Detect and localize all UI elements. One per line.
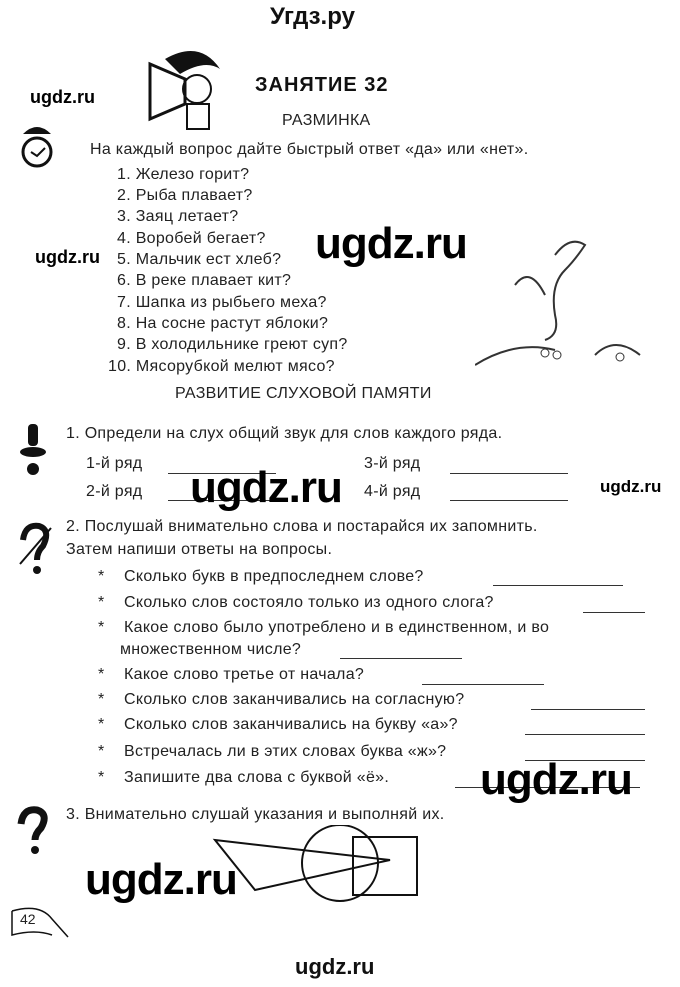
task2-text: Затем напиши ответы на вопросы.	[66, 541, 333, 558]
row-label: 3-й ряд	[364, 455, 421, 472]
question-item: 6. В реке плавает кит?	[117, 272, 292, 289]
bullet-mark: *	[98, 743, 105, 760]
page-number-flag-icon	[10, 905, 70, 940]
question-item: 9. В холодильнике греют суп?	[117, 336, 348, 353]
site-footer: ugdz.ru	[295, 954, 375, 979]
bullet-question: Сколько слов состояло только из одного слога?	[124, 594, 494, 611]
page-number: 42	[20, 911, 36, 927]
bullet-mark: *	[98, 769, 105, 786]
warmup-instruction: На каждый вопрос дайте быстрый ответ «да» или «нет».	[90, 141, 529, 158]
watermark: ugdz.ru	[190, 463, 342, 512]
boy-with-horn-illustration	[145, 44, 235, 134]
bullet-question: Встречалась ли в этих словах буква «ж»?	[124, 743, 447, 760]
question-item: 1. Железо горит?	[117, 166, 250, 183]
exclamation-icon	[18, 422, 48, 477]
answer-line[interactable]	[493, 585, 623, 586]
question-item: 7. Шапка из рыбьего меха?	[117, 294, 327, 311]
bullet-question: Какое слово третье от начала?	[124, 666, 365, 683]
answer-line[interactable]	[525, 734, 645, 735]
watermark: ugdz.ru	[480, 755, 632, 804]
bullet-mark: *	[98, 666, 105, 683]
answer-line[interactable]	[450, 500, 568, 501]
memory-title: РАЗВИТИЕ СЛУХОВОЙ ПАМЯТИ	[175, 385, 432, 402]
bullet-question: Сколько букв в предпоследнем слове?	[124, 568, 424, 585]
watermark: ugdz.ru	[35, 247, 100, 267]
bullet-question: Какое слово было употреблено и в единственном, и во	[124, 619, 550, 636]
question-item: 5. Мальчик ест хлеб?	[117, 251, 282, 268]
watermark: ugdz.ru	[600, 477, 662, 496]
row-label: 1-й ряд	[86, 455, 143, 472]
question-item: 8. На сосне растут яблоки?	[117, 315, 329, 332]
rabbit-illustration	[475, 225, 645, 375]
warmup-title: РАЗМИНКА	[282, 112, 371, 129]
site-header: Угдз.ру	[270, 3, 355, 30]
row-label: 2-й ряд	[86, 483, 143, 500]
question-quill-icon	[15, 522, 55, 577]
bullet-question: Сколько слов заканчивались на согласную?	[124, 691, 465, 708]
bullet-mark: *	[98, 716, 105, 733]
answer-line[interactable]	[340, 658, 462, 659]
bullet-question-cont: множественном числе?	[120, 641, 302, 658]
bullet-mark: *	[98, 594, 105, 611]
lesson-title: ЗАНЯТИЕ 32	[255, 74, 389, 96]
task2-text: 2. Послушай внимательно слова и постарайся их запомнить.	[66, 518, 538, 535]
bullet-question: Сколько слов заканчивались на букву «а»?	[124, 716, 458, 733]
answer-line[interactable]	[583, 612, 645, 613]
bullet-question: Запишите два слова с буквой «ё».	[124, 769, 390, 786]
question-item: 2. Рыба плавает?	[117, 187, 253, 204]
alarm-clock-icon	[15, 112, 60, 172]
bullet-mark: *	[98, 691, 105, 708]
task1-text: 1. Определи на слух общий звук для слов каждого ряда.	[66, 425, 503, 442]
watermark: ugdz.ru	[315, 219, 467, 268]
answer-line[interactable]	[531, 709, 645, 710]
bullet-mark: *	[98, 619, 105, 636]
question-item: 3. Заяц летает?	[117, 208, 239, 225]
answer-line[interactable]	[450, 473, 568, 474]
question-item: 10. Мясорубкой мелют мясо?	[108, 358, 335, 375]
watermark: ugdz.ru	[30, 87, 95, 107]
geometric-figure	[210, 825, 430, 905]
task3-text: 3. Внимательно слушай указания и выполняй их.	[66, 806, 445, 823]
watermark: ugdz.ru	[85, 855, 237, 904]
answer-line[interactable]	[422, 684, 544, 685]
question-pencil-icon	[15, 806, 55, 856]
row-label: 4-й ряд	[364, 483, 421, 500]
bullet-mark: *	[98, 568, 105, 585]
question-item: 4. Воробей бегает?	[117, 230, 266, 247]
